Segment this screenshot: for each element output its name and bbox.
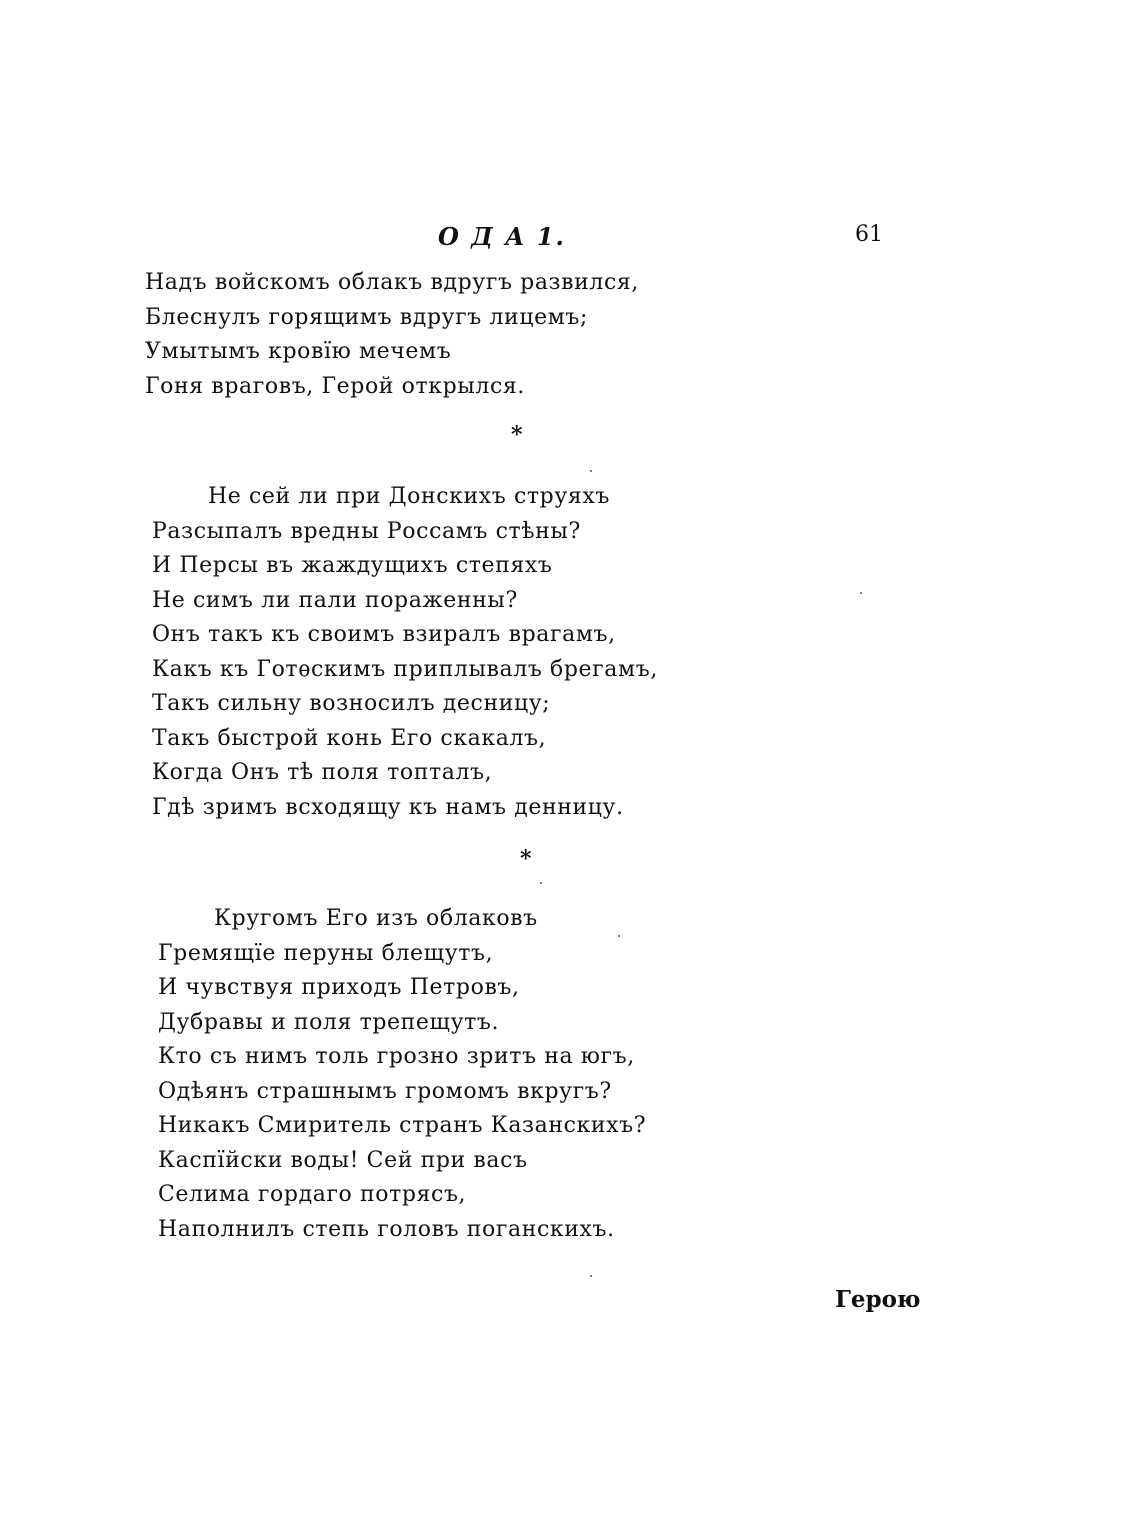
verse-line: Какъ къ Готѳскимъ приплывалъ брегамъ, [152,656,658,682]
stanza-2 [152,480,658,825]
verse-line: Не сей ли при Донскихъ струяхъ [208,484,610,509]
verse-line: Когда Онъ тѣ поля топталъ, [152,760,493,785]
verse-line: Дубравы и поля трепещутъ. [158,1009,500,1035]
verse-line: Гдѣ зримъ всходящу къ намъ денницу. [152,794,624,820]
print-speck [860,592,862,594]
print-speck [590,470,592,472]
stanza-divider: * [511,422,523,448]
verse-line: Такъ быстрой конь Его скакалъ, [152,725,547,751]
verse-line: И чувствуя приходъ Петровъ, [158,975,520,1000]
verse-line: Кругомъ Его изъ облаковъ [214,906,538,931]
print-speck [618,935,620,937]
verse-line: Гремящїе перуны блещутъ, [158,940,494,966]
print-speck [540,882,542,884]
stanza-divider: * [520,846,532,872]
page-number: 61 [855,222,883,247]
verse-line: Надъ войскомъ облакъ вдругъ развился, [145,270,639,295]
verse-line: Кто съ нимъ толь грозно зритъ на югъ, [158,1044,635,1069]
stanza-1 [145,266,639,404]
verse-line: Гоня враговъ, Герой открылся. [145,373,525,399]
verse-line: Умытымъ кровїю мечемъ [145,339,452,364]
verse-line: Селима гордаго потрясъ, [158,1182,467,1207]
verse-line: Каспїйски воды! Сей при васъ [158,1147,528,1173]
print-speck [590,1275,592,1277]
running-title: О Д А 1. [438,222,566,251]
verse-line: Блеснулъ горящимъ вдругъ лицемъ; [145,304,589,330]
verse-line: Никакъ Смиритель странъ Казанскихъ? [158,1113,647,1138]
verse-line: Онъ такъ къ своимъ взиралъ врагамъ, [152,622,616,647]
verse-line: Наполнилъ степь головъ поганскихъ. [158,1216,615,1242]
verse-line: Такъ сильну возносилъ десницу; [152,691,551,716]
verse-line: Не симъ ли пали пораженны? [152,587,518,613]
verse-line: И Персы въ жаждущихъ степяхъ [152,553,553,578]
verse-line: Разсыпалъ вредны Россамъ стѣны? [152,518,581,544]
catchword: Герою [835,1286,921,1313]
verse-line: Одѣянъ страшнымъ громомъ вкругъ? [158,1078,612,1104]
stanza-3 [158,902,646,1247]
